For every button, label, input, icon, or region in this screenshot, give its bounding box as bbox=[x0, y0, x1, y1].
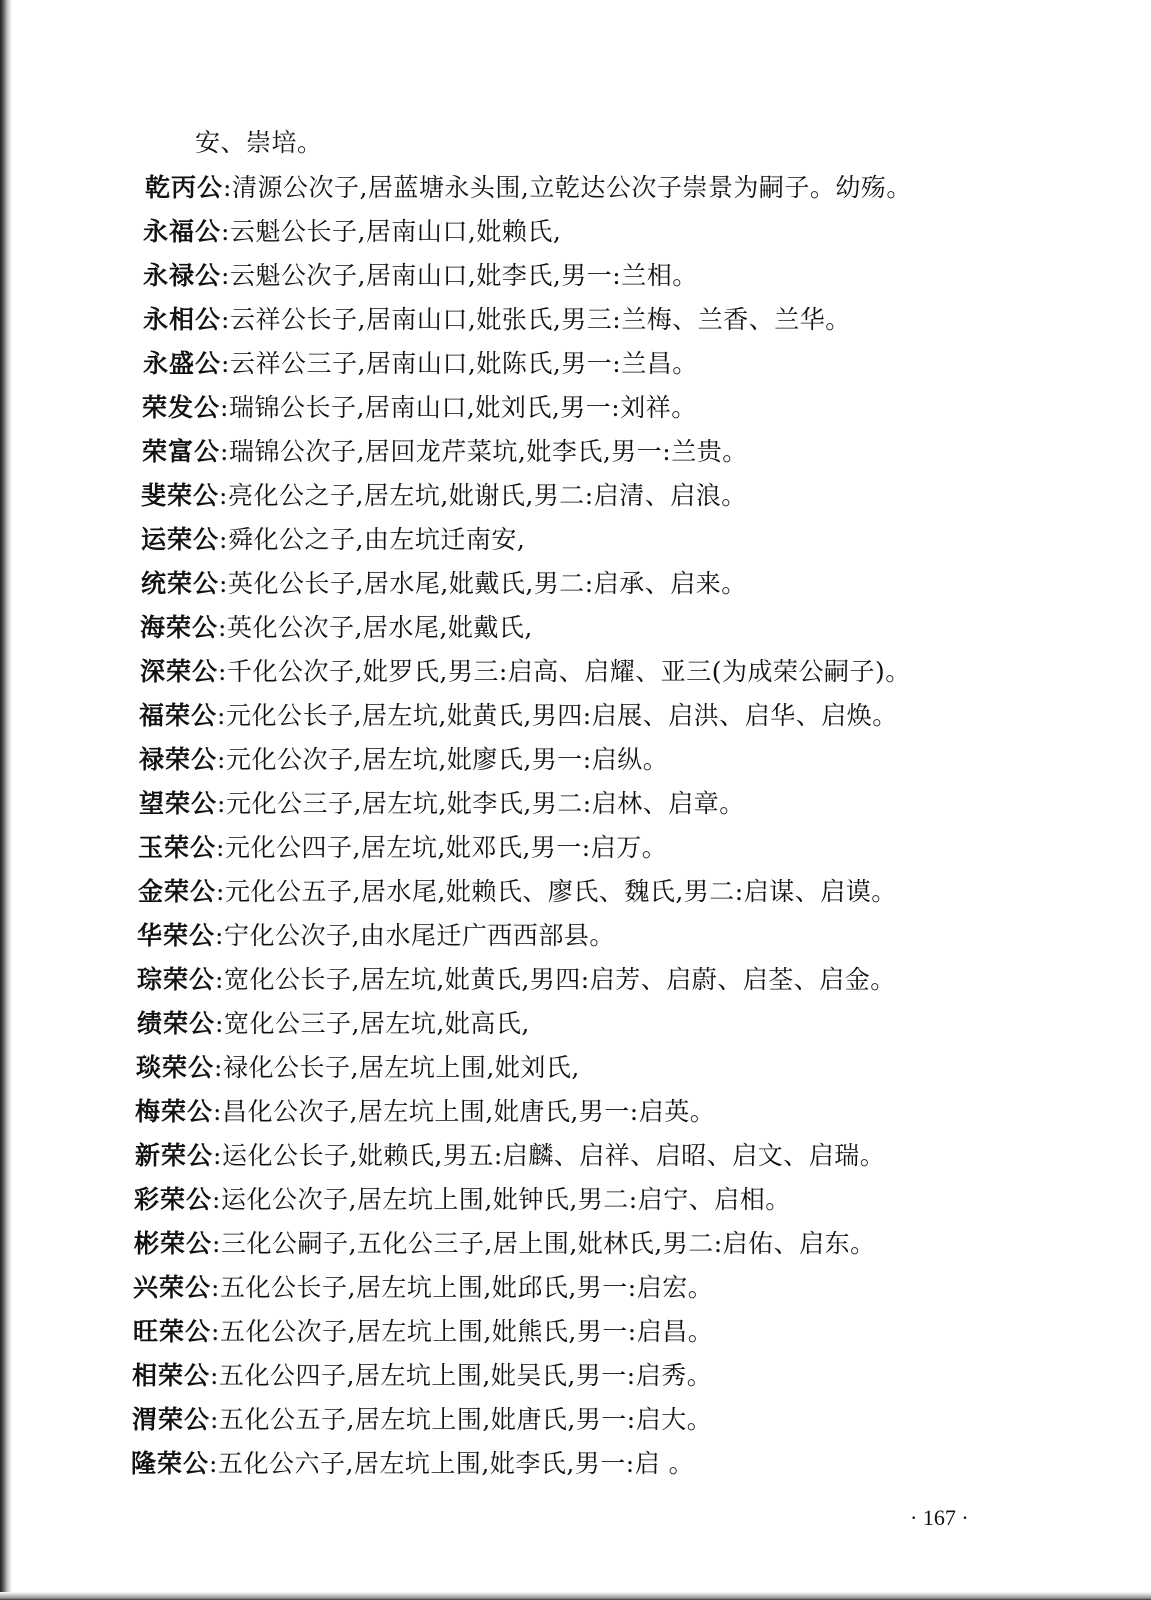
entry-description: :五化公四子,居左坑上围,妣吴氏,男一:启秀。 bbox=[210, 1361, 713, 1390]
entry-name: 琮荣公 bbox=[137, 965, 216, 994]
entry-name: 相荣公 bbox=[132, 1361, 211, 1390]
entry-line bbox=[141, 525, 525, 555]
entry-line bbox=[142, 393, 697, 423]
entry-description: :五化公五子,居左坑上围,妣唐氏,男一:启大。 bbox=[210, 1405, 713, 1434]
entry-name: 永禄公 bbox=[143, 261, 222, 290]
entry-name: 望荣公 bbox=[139, 789, 218, 818]
entry-line bbox=[135, 1097, 715, 1127]
entry-description: :元化公长子,居左坑,妣黄氏,男四:启展、启洪、启华、启焕。 bbox=[217, 701, 898, 730]
entry-name: 绩荣公 bbox=[137, 1009, 216, 1038]
entry-description: :清源公次子,居蓝塘永头围,立乾达公次子崇景为嗣子。幼殇。 bbox=[223, 173, 912, 202]
entry-line bbox=[138, 833, 667, 863]
entry-line bbox=[134, 1229, 876, 1259]
entry-description: :五化公次子,居左坑上围,妣熊氏,男一:启昌。 bbox=[211, 1317, 714, 1346]
entry-line bbox=[131, 1449, 694, 1479]
entry-description: :云祥公三子,居南山口,妣陈氏,男一:兰昌。 bbox=[221, 349, 698, 378]
entry-name: 金荣公 bbox=[138, 877, 217, 906]
entry-description: :云祥公长子,居南山口,妣张氏,男三:兰梅、兰香、兰华。 bbox=[221, 305, 851, 334]
entry-line bbox=[132, 1405, 712, 1435]
entry-line bbox=[133, 1317, 713, 1347]
entry-name: 海荣公 bbox=[140, 613, 219, 642]
entry-description: :宽化公三子,居左坑,妣高氏, bbox=[215, 1009, 530, 1038]
entry-line bbox=[134, 1185, 791, 1215]
entry-name: 荣富公 bbox=[142, 437, 221, 466]
entry-description: :云魁公次子,居南山口,妣李氏,男一:兰相。 bbox=[221, 261, 698, 290]
entry-description: :五化公六子,居左坑上围,妣李氏,男一:启 。 bbox=[209, 1449, 695, 1478]
entry-name: 新荣公 bbox=[135, 1141, 214, 1170]
entry-name: 琰荣公 bbox=[136, 1053, 215, 1082]
entry-line bbox=[145, 173, 912, 203]
entry-description: :云魁公长子,居南山口,妣赖氏, bbox=[221, 217, 562, 246]
entry-line bbox=[133, 1273, 713, 1303]
entry-description: :舜化公之子,由左坑迁南安, bbox=[219, 525, 526, 554]
entry-description: :元化公五子,居水尾,妣赖氏、廖氏、魏氏,男二:启谋、启谟。 bbox=[216, 877, 897, 906]
entry-description: :五化公长子,居左坑上围,妣邱氏,男一:启宏。 bbox=[211, 1273, 714, 1302]
entry-line bbox=[136, 1053, 580, 1083]
entry-name: 运荣公 bbox=[141, 525, 220, 554]
entry-name: 隆荣公 bbox=[131, 1449, 210, 1478]
entry-name: 渭荣公 bbox=[132, 1405, 211, 1434]
entry-description: :元化公三子,居左坑,妣李氏,男二:启林、启章。 bbox=[217, 789, 745, 818]
entry-description: :元化公次子,居左坑,妣廖氏,男一:启纵。 bbox=[217, 745, 669, 774]
entry-name: 梅荣公 bbox=[135, 1097, 214, 1126]
entry-description: :瑞锦公长子,居南山口,妣刘氏,男一:刘祥。 bbox=[220, 393, 697, 422]
entry-name: 永福公 bbox=[143, 217, 222, 246]
entry-name: 统荣公 bbox=[141, 569, 220, 598]
entry-line bbox=[135, 1141, 885, 1171]
intro-line bbox=[195, 128, 323, 158]
entry-name: 彬荣公 bbox=[134, 1229, 213, 1258]
entry-line bbox=[140, 613, 533, 643]
intro-line-text: 安、崇培。 bbox=[195, 128, 323, 157]
entry-line bbox=[143, 217, 561, 247]
entry-line bbox=[138, 877, 897, 907]
entry-description: :禄化公长子,居左坑上围,妣刘氏, bbox=[214, 1053, 580, 1082]
entry-line bbox=[137, 921, 615, 951]
entry-name: 福荣公 bbox=[139, 701, 218, 730]
entry-line bbox=[140, 657, 911, 687]
entry-description: :宁化公次子,由水尾迁广西西部县。 bbox=[215, 921, 615, 950]
entry-description: :英化公长子,居水尾,妣戴氏,男二:启承、启来。 bbox=[219, 569, 747, 598]
entry-name: 旺荣公 bbox=[133, 1317, 212, 1346]
entry-line bbox=[143, 261, 698, 291]
entry-name: 玉荣公 bbox=[138, 833, 217, 862]
entry-description: :昌化公次子,居左坑上围,妣唐氏,男一:启英。 bbox=[213, 1097, 716, 1126]
entry-description: :千化公次子,妣罗氏,男三:启高、启耀、亚三(为成荣公嗣子)。 bbox=[218, 657, 911, 686]
entry-name: 深荣公 bbox=[140, 657, 219, 686]
entry-line bbox=[137, 965, 896, 995]
entry-line bbox=[143, 349, 698, 379]
entry-line bbox=[139, 745, 668, 775]
entry-line bbox=[137, 1009, 530, 1039]
entry-description: :亮化公之子,居左坑,妣谢氏,男二:启清、启浪。 bbox=[219, 481, 747, 510]
entry-line bbox=[141, 481, 747, 511]
entry-name: 永相公 bbox=[143, 305, 222, 334]
entry-line bbox=[139, 789, 745, 819]
page-number: · 167 · bbox=[910, 1505, 969, 1530]
entry-description: :运化公次子,居左坑上围,妣钟氏,男二:启宁、启相。 bbox=[212, 1185, 791, 1214]
entry-description: :元化公四子,居左坑,妣邓氏,男一:启万。 bbox=[216, 833, 668, 862]
entry-description: :宽化公长子,居左坑,妣黄氏,男四:启芳、启蔚、启荃、启金。 bbox=[215, 965, 896, 994]
entry-line bbox=[141, 569, 747, 599]
entry-line bbox=[142, 437, 748, 467]
entry-line bbox=[139, 701, 898, 731]
entry-description: :运化公长子,妣赖氏,男五:启麟、启祥、启昭、启文、启瑞。 bbox=[213, 1141, 886, 1170]
entry-line bbox=[143, 305, 851, 335]
entry-name: 华荣公 bbox=[137, 921, 216, 950]
entry-name: 永盛公 bbox=[143, 349, 222, 378]
entry-description: :英化公次子,居水尾,妣戴氏, bbox=[218, 613, 533, 642]
entry-name: 彩荣公 bbox=[134, 1185, 213, 1214]
entry-name: 斐荣公 bbox=[141, 481, 220, 510]
entry-name: 兴荣公 bbox=[133, 1273, 212, 1302]
entry-description: :三化公嗣子,五化公三子,居上围,妣林氏,男二:启佑、启东。 bbox=[212, 1229, 876, 1258]
entry-name: 禄荣公 bbox=[139, 745, 218, 774]
entry-name: 乾丙公 bbox=[145, 173, 224, 202]
entry-line bbox=[132, 1361, 712, 1391]
entry-description: :瑞锦公次子,居回龙芹菜坑,妣李氏,男一:兰贵。 bbox=[220, 437, 748, 466]
entry-name: 荣发公 bbox=[142, 393, 221, 422]
